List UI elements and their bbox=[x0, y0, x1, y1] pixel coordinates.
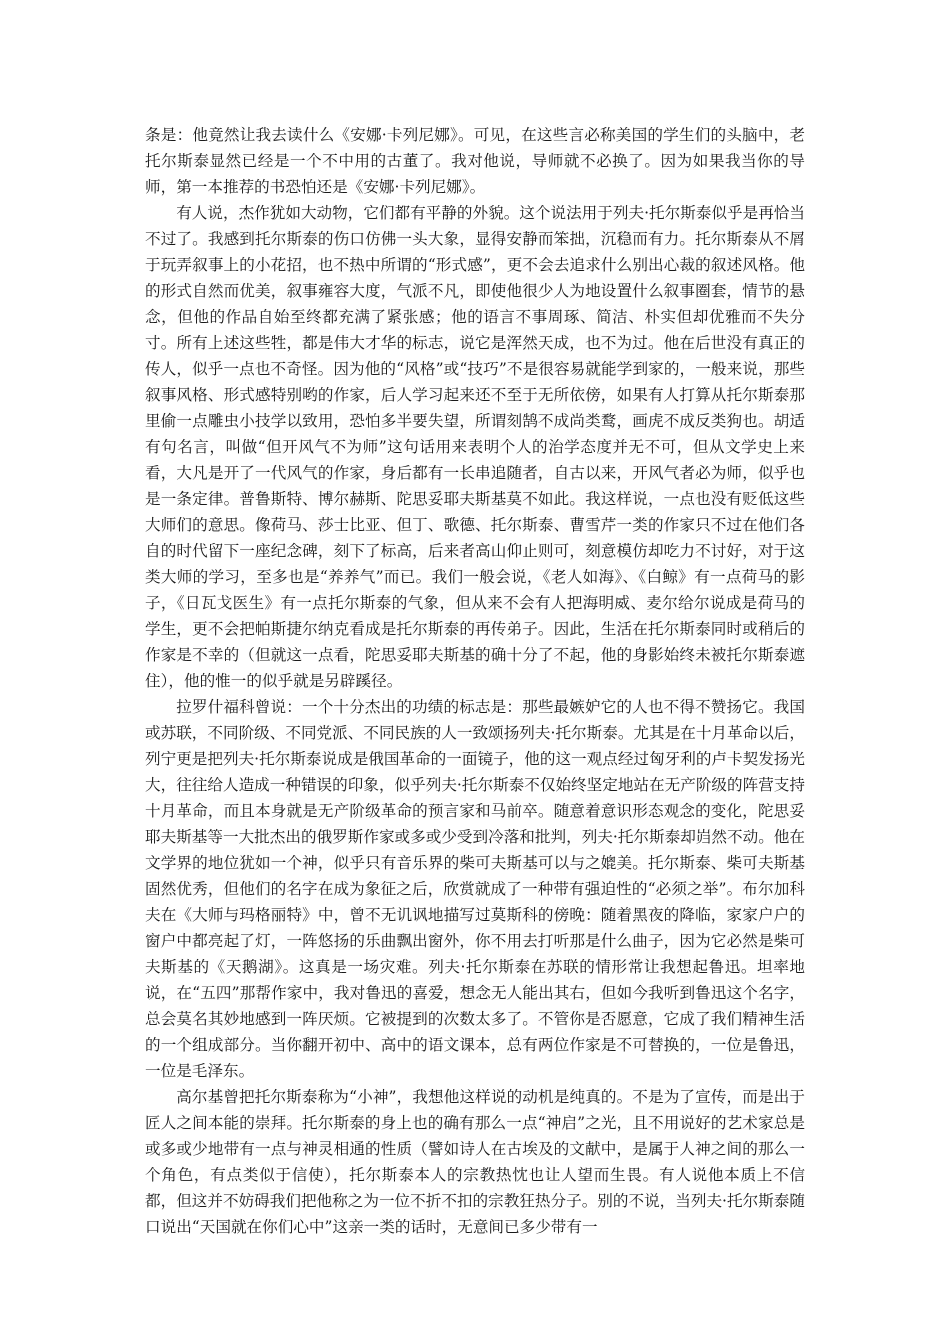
document-body bbox=[145, 122, 805, 1240]
paragraph-continuation: 条是：他竟然让我去读什么《安娜·卡列尼娜》。可见，在这些言必称美国的学生们的头脑中，老托尔斯泰显然已经是一个不中用的古董了。我对他说，导师就不必换了。因为如果我当你的导师，第一本推荐的书恐怕还是《安娜·卡列尼娜》。 bbox=[145, 126, 805, 196]
paragraph-tolstoy-reputation: 拉罗什福科曾说：一个十分杰出的功绩的标志是：那些最嫉妒它的人也不得不赞扬它。我国或苏联，不同阶级、不同党派、不同民族的人一致颂扬列夫·托尔斯泰。尤其是在十月革命以后，列宁更是把列夫·托尔斯泰说成是俄国革命的一面镜子，他的这一观点经过匈牙利的卢卡契发扬光大，往往给人造成一种错误的印象，似乎列夫·托尔斯泰不仅始终坚定地站在无产阶级的阵营支持十月革命，而且本身就是无产阶级革命的预言家和马前卒。随意着意识形态观念的变化，陀思妥耶夫斯基等一大批杰出的俄罗斯作家或多或少受到冷落和批判，列夫·托尔斯泰却岿然不动。他在文学界的地位犹如一个神，似乎只有音乐界的柴可夫斯基可以与之媲美。托尔斯泰、柴可夫斯基固然优秀，但他们的名字在成为象征之后，欣赏就成了一种带有强迫性的“必须之举”。布尔加科夫在《大师与玛格丽特》中，曾不无讥讽地描写过莫斯科的傍晚：随着黑夜的降临，家家户户的窗户中都亮起了灯，一阵悠扬的乐曲飘出窗外，你不用去打听那是什么曲子，因为它必然是柴可夫斯基的《天鹅湖》。这真是一场灾难。列夫·托尔斯泰在苏联的情形常让我想起鲁迅。坦率地说，在“五四”那帮作家中，我对鲁迅的喜爱，想念无人能出其右，但如今我听到鲁迅这个名字，总会莫名其妙地感到一阵厌烦。它被提到的次数太多了。不管你是否愿意，它成了我们精神生活的一个组成部分。当你翻开初中、高中的语文课本，总有两位作家是不可替换的，一位是鲁迅，一位是毛泽东。 bbox=[145, 698, 805, 1080]
paragraph-tolstoy-style: 有人说，杰作犹如大动物，它们都有平静的外貌。这个说法用于列夫·托尔斯泰似乎是再恰当不过了。我感到托尔斯泰的伤口仿佛一头大象，显得安静而笨拙，沉稳而有力。托尔斯泰从不屑于玩弄叙事上的小花招，也不热中所谓的“形式感”，更不会去追求什么别出心裁的叙述风格。他的形式自然而优美，叙事雍容大度，气派不凡，即使他很少人为地设置什么叙事圈套，情节的悬念，但他的作品自始至终都充满了紧张感；他的语言不事周琢、简洁、朴实但却优雅而不失分寸。所有上述这些牲，都是伟大才华的标志，说它是浑然天成，也不为过。他在后世没有真正的传人，似乎一点也不奇怪。因为他的“风格”或“技巧”不是很容易就能学到家的，一般来说，那些叙事风格、形式感特别哟的作家，后人学习起来还不至于无所依傍，如果有人打算从托尔斯泰那里偷一点雕虫小技学以致用，恐怕多半要失望，所谓刻鹄不成尚类鹜，画虎不成反类狗也。胡适有句名言，叫做“但开风气不为师”这句话用来表明个人的治学态度并无不可，但从文学史上来看，大凡是开了一代风气的作家，身后都有一长串追随者，自古以来，开风气者必为师，似乎也是一条定律。普鲁斯特、博尔赫斯、陀思妥耶夫斯基莫不如此。我这样说，一点也没有贬低这些大师们的意思。像荷马、莎士比亚、但丁、歌德、托尔斯泰、曹雪芹一类的作家只不过在他们各自的时代留下一座纪念碑，刻下了标高，后来者高山仰止则可，刻意模仿却吃力不讨好，对于这类大师的学习，至多也是“养养气”而已。我们一般会说，《老人如海》、《白鲸》有一点荷马的影子，《日瓦戈医生》有一点托尔斯泰的气象，但从来不会有人把海明威、麦尔给尔说成是荷马的学生，更不会把帕斯捷尔纳克看成是托尔斯泰的再传弟子。因此，生活在托尔斯泰同时或稍后的作家是不幸的（但就这一点看，陀思妥耶夫斯基的确十分了不起，他的身影始终未被托尔斯泰遮住），他的惟一的似乎就是另辟蹊径。 bbox=[145, 204, 805, 690]
paragraph-gorky-little-god: 高尔基曾把托尔斯泰称为“小神”，我想他这样说的动机是纯真的。不是为了宣传，而是出于匠人之间本能的崇拜。托尔斯泰的身上也的确有那么一点“神启”之光，且不用说好的艺术家总是或多或少地带有一点与神灵相通的性质（譬如诗人在古埃及的文献中，是属于人神之间的那么一个角色，有点类似于信使），托尔斯泰本人的宗教热忱也让人望而生畏。有人说他本质上不信都，但这并不妨碍我们把他称之为一位不折不扣的宗教狂热分子。别的不说，当列夫·托尔斯泰随口说出“天国就在你们心中”这亲一类的话时，无意间已多少带有一 bbox=[145, 1088, 805, 1236]
